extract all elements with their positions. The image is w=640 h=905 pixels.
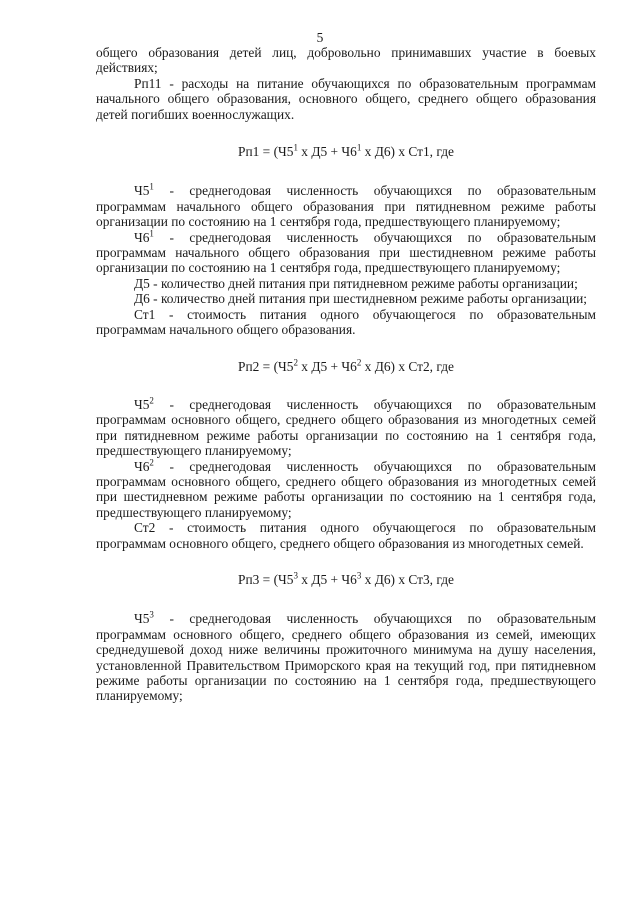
paragraph: общего образования детей лиц, добровольно принимавших участие в боевых действиях;: [96, 45, 596, 76]
paragraph: Д6 - количество дней питания при шестидневном режиме работы организации;: [134, 291, 588, 307]
paragraph: Рп11 - расходы на питание обучающихся по образовательным программам начального общего образования, основного общего, среднего общего образования детей погибших военнослужащих.: [96, 75, 596, 122]
variable-definition: $Ч5^3$ - среднегодовая численность обучающихся по образовательным программам основного общего, среднего общего образования из семей, имеющих среднедушевой доход ниже величины прожиточного минимума на душу населения, установленной Правительством Приморского края на текущий год, при пятидневном режиме работы организации по состоянию на 1 сентября года, предшествующего планируемому;: [96, 609, 596, 704]
paragraph: Ст2 - стоимость питания одного обучающегося по образовательным программам основного общего, среднего общего образования из многодетных семей.: [96, 520, 596, 551]
document-body: [96, 45, 596, 704]
paragraph: Ст1 - стоимость питания одного обучающегося по образовательным программам начального общего образования.: [96, 306, 596, 338]
variable-definition: $Ч6^1$ - среднегодовая численность обучающихся по образовательным программам начального общего образования при шестидневном режиме работы организации по состоянию на 1 сентября года, предшествующего планируемому;: [96, 228, 596, 276]
variable-definition: $Ч6^2$ - среднегодовая численность обучающихся по образовательным программам основного общего, среднего общего образования из многодетных семей при шестидневном режиме работы организации по состоянию на 1 сентября года, предшествующего планируемому;: [96, 457, 596, 520]
paragraph: Д5 - количество дней питания при пятидневном режиме работы организации;: [134, 275, 578, 291]
variable-definition: $Ч5^1$ - среднегодовая численность обучающихся по образовательным программам начального общего образования при пятидневном режиме работы организации по состоянию на 1 сентября года, предшествующего планируемому;: [96, 181, 596, 230]
formula-rp1: $Рп1 = (Ч5^1$ х $Д5 + Ч6^1$ х Д6) х Ст1, где: [238, 142, 454, 160]
formula-rp2: $Рп2 = (Ч5^2$ х $Д5 + Ч6^2$ х Д6) х Ст2, где: [238, 357, 454, 374]
page-number: 5: [316, 30, 324, 45]
variable-definition: $Ч5^2$ - среднегодовая численность обучающихся по образовательным программам основного общего, среднего общего образования из многодетных семей при пятидневном режиме работы организации по состоянию на 1 сентября года, предшествующего планируемому;: [96, 395, 596, 459]
formula-rp3: $Рп3 = (Ч5^3$ х $Д5 + Ч6^3$ х Д6) х Ст3, где: [238, 570, 454, 587]
